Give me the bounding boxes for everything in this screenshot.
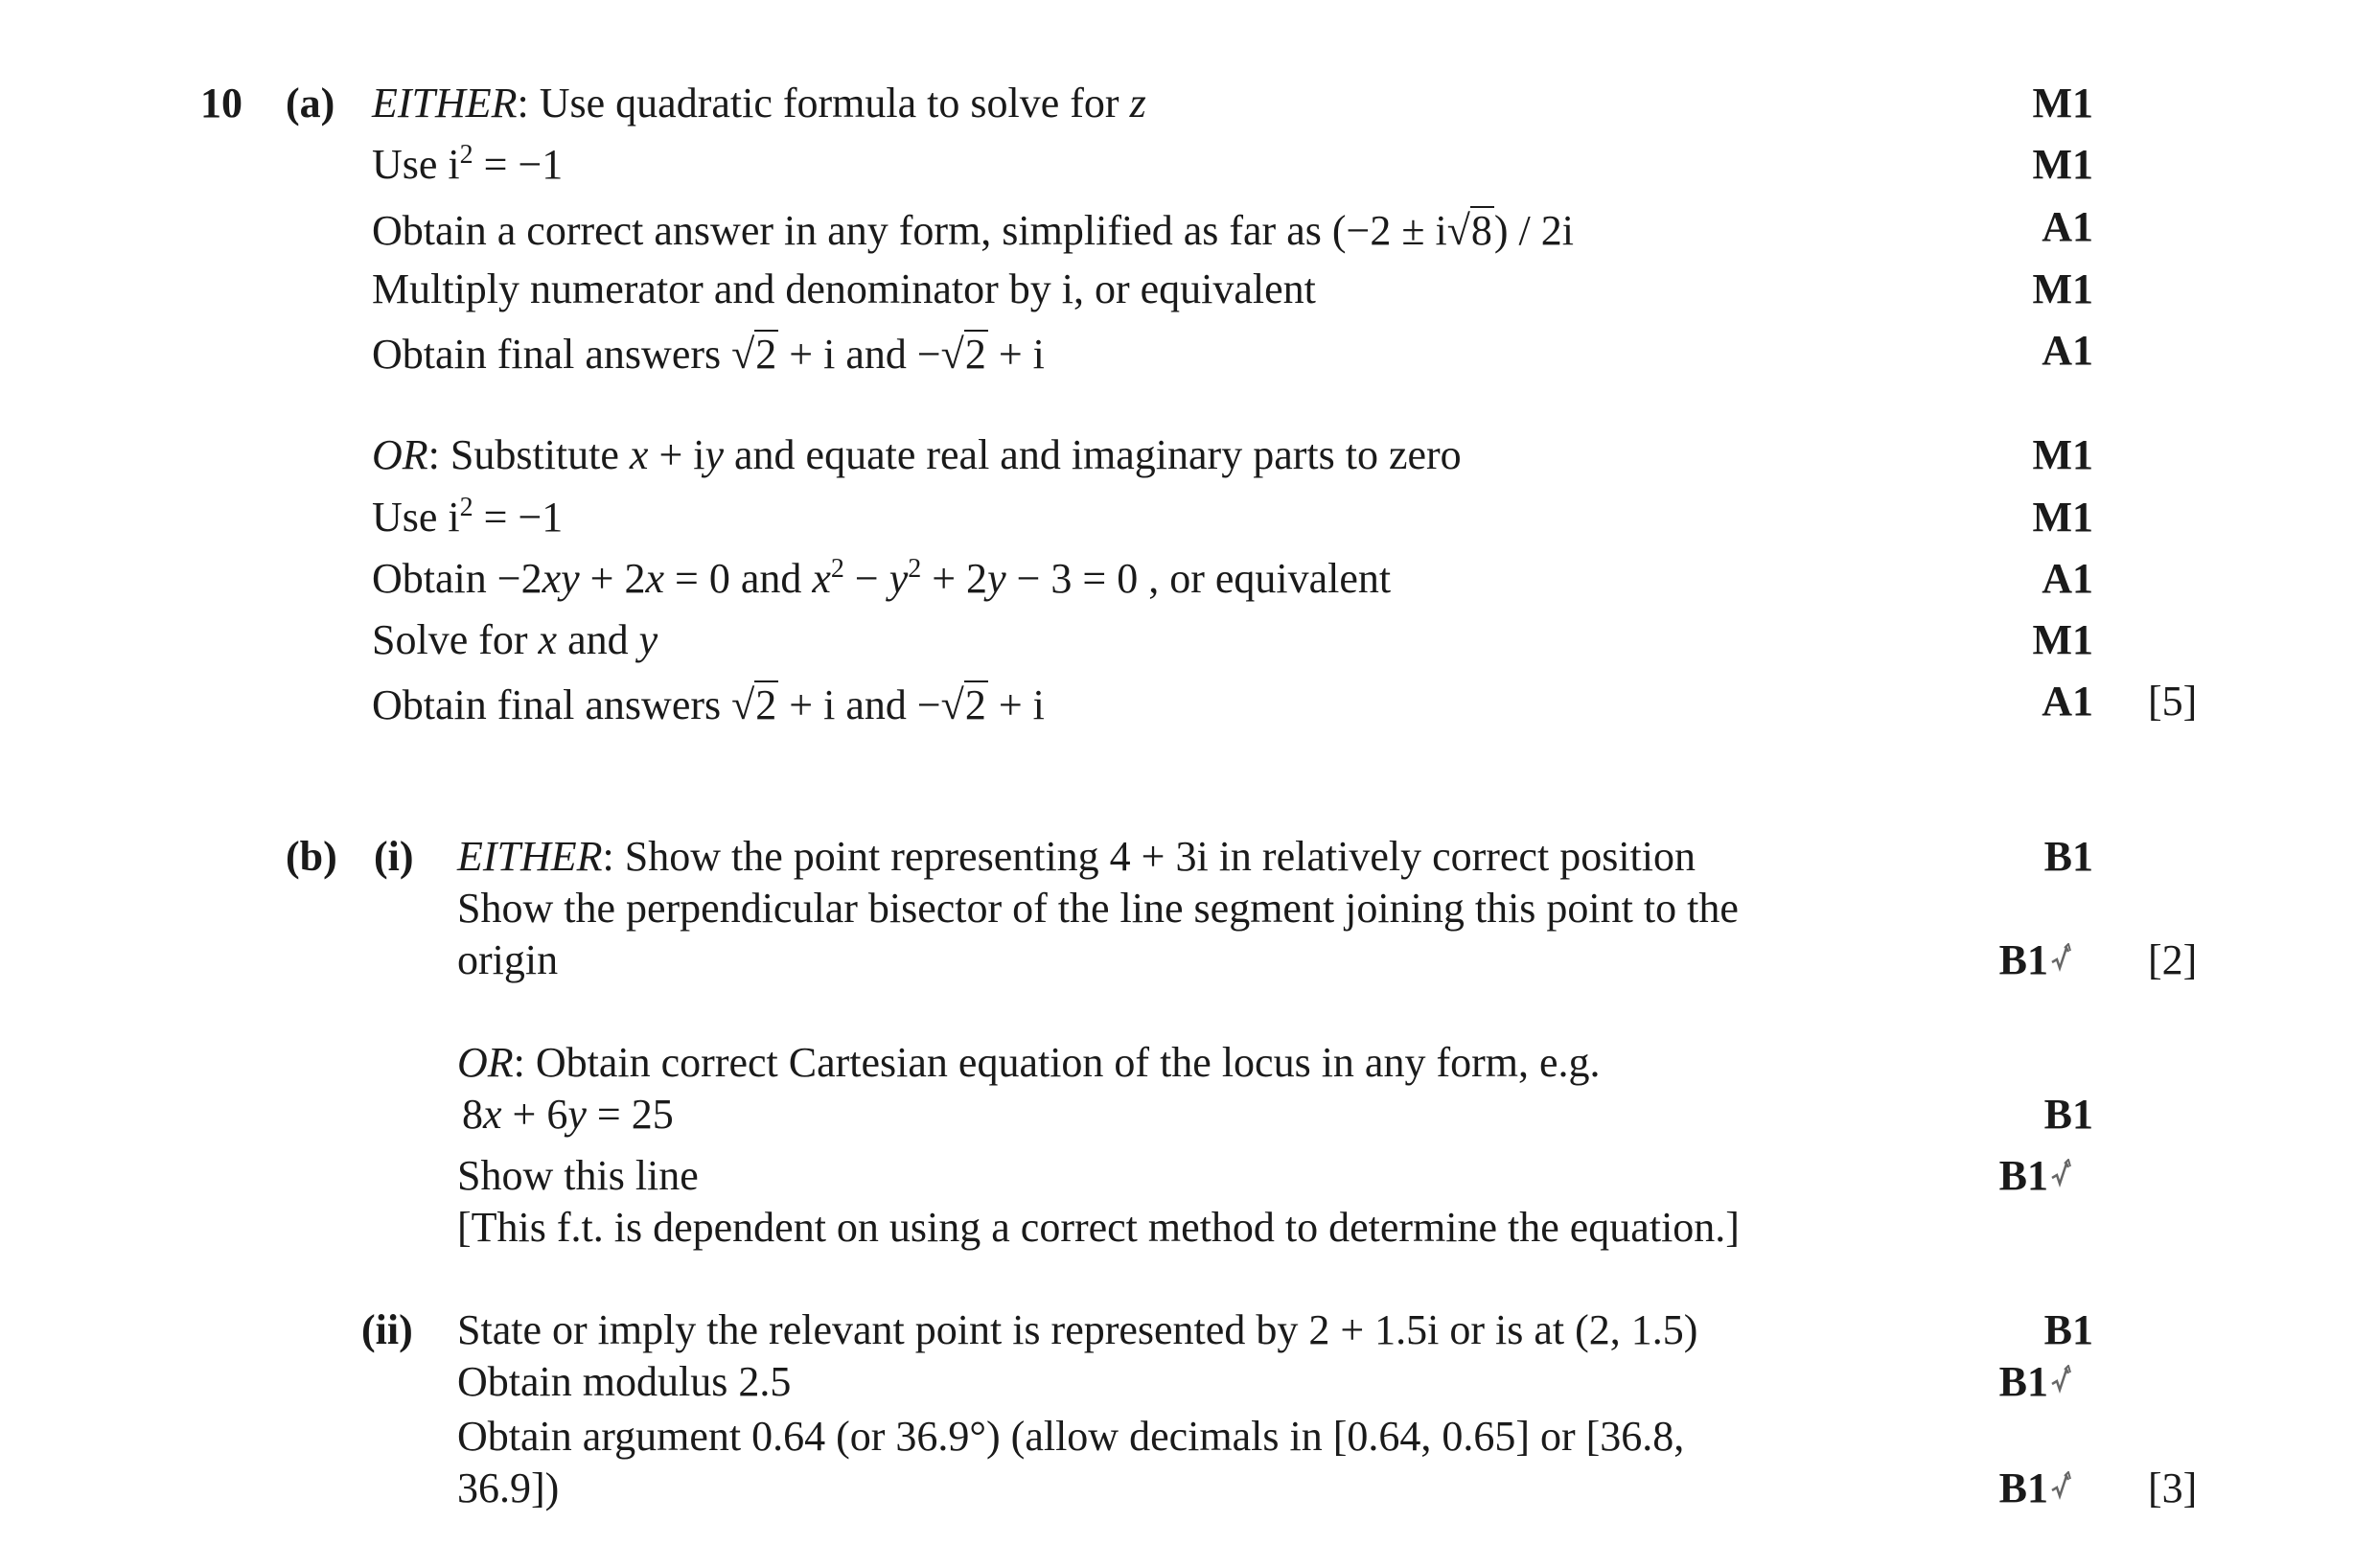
tick-icon	[2049, 1471, 2074, 1504]
mark: M1	[2032, 494, 2093, 541]
a-either-line-1: EITHER: Use quadratic formula to solve for z	[372, 80, 1146, 127]
part-b-label: (b)	[286, 833, 337, 880]
b-ii-line-1: State or imply the relevant point is represented by 2 + 1.5i or is at (2, 1.5)	[457, 1306, 1698, 1353]
a-or-line-1: OR: Substitute x + iy and equate real and imaginary parts to zero	[372, 431, 1462, 478]
b-ii-line-2: Obtain modulus 2.5	[457, 1358, 792, 1405]
mark-ft: B1	[1984, 939, 2074, 981]
a-either-line-5: Obtain final answers √2 + i and −√2 + i	[372, 331, 1045, 378]
a-either-line-3: Obtain a correct answer in any form, simplified as far as (−2 ± i√8) / 2i	[372, 207, 1574, 254]
a-or-line-4: Solve for x and y	[372, 616, 658, 663]
a-either-line-4: Multiply numerator and denominator by i, or equivalent	[372, 265, 1316, 312]
mark-ft: B1	[1984, 1155, 2074, 1197]
mark: M1	[2032, 616, 2093, 663]
part-a-label: (a)	[286, 80, 335, 127]
mark-ft: B1	[1984, 1467, 2074, 1510]
a-or-line-2: Use $i^2 = -1$	[372, 493, 564, 541]
a-either-line-2: Use $i^2 = -1$	[372, 140, 564, 188]
tick-icon	[2049, 1365, 2074, 1397]
tick-icon	[2049, 1159, 2074, 1191]
b-i-either-line-3: origin	[457, 936, 559, 983]
part-b-ii-label: (ii)	[361, 1306, 413, 1353]
mark: A1	[2042, 327, 2093, 374]
mark: A1	[2042, 678, 2093, 725]
b-ii-line-4: 36.9])	[457, 1464, 560, 1511]
mark-ft: B1	[1984, 1361, 2074, 1403]
tick-icon	[2049, 943, 2074, 976]
part-b-ii-total: [3]	[2148, 1464, 2198, 1511]
mark: B1	[2043, 1306, 2093, 1353]
b-i-or-line-1: OR: Obtain correct Cartesian equation of the locus in any form, e.g.	[457, 1039, 1601, 1086]
a-or-line-3: Obtain −2xy + 2x = 0 and $x^2 - y^2 + 2y - 3 = 0$ , or equivalent	[372, 554, 1392, 602]
part-a-total: [5]	[2148, 678, 2198, 725]
b-i-either-line-1: EITHER: Show the point representing 4 + 3i in relatively correct position	[457, 833, 1696, 880]
b-i-or-line-2: 8x + 6y = 25	[462, 1091, 674, 1138]
mark: M1	[2032, 80, 2093, 127]
a-or-line-5: Obtain final answers √2 + i and −√2 + i	[372, 681, 1045, 728]
mark: M1	[2032, 431, 2093, 478]
part-b-i-label: (i)	[374, 833, 414, 880]
b-ii-line-3: Obtain argument 0.64 (or 36.9°) (allow decimals in [0.64, 0.65] or [36.8,	[457, 1413, 1685, 1460]
part-b-i-total: [2]	[2148, 936, 2198, 983]
mark: A1	[2042, 555, 2093, 602]
mark: M1	[2032, 265, 2093, 312]
mark: M1	[2032, 141, 2093, 188]
question-number: 10	[200, 80, 242, 127]
b-i-or-line-4: [This f.t. is dependent on using a correct method to determine the equation.]	[457, 1204, 1740, 1251]
mark: A1	[2042, 203, 2093, 250]
mark: B1	[2043, 833, 2093, 880]
b-i-or-line-3: Show this line	[457, 1152, 699, 1199]
mark: B1	[2043, 1091, 2093, 1138]
b-i-either-line-2: Show the perpendicular bisector of the line segment joining this point to the	[457, 885, 1739, 932]
